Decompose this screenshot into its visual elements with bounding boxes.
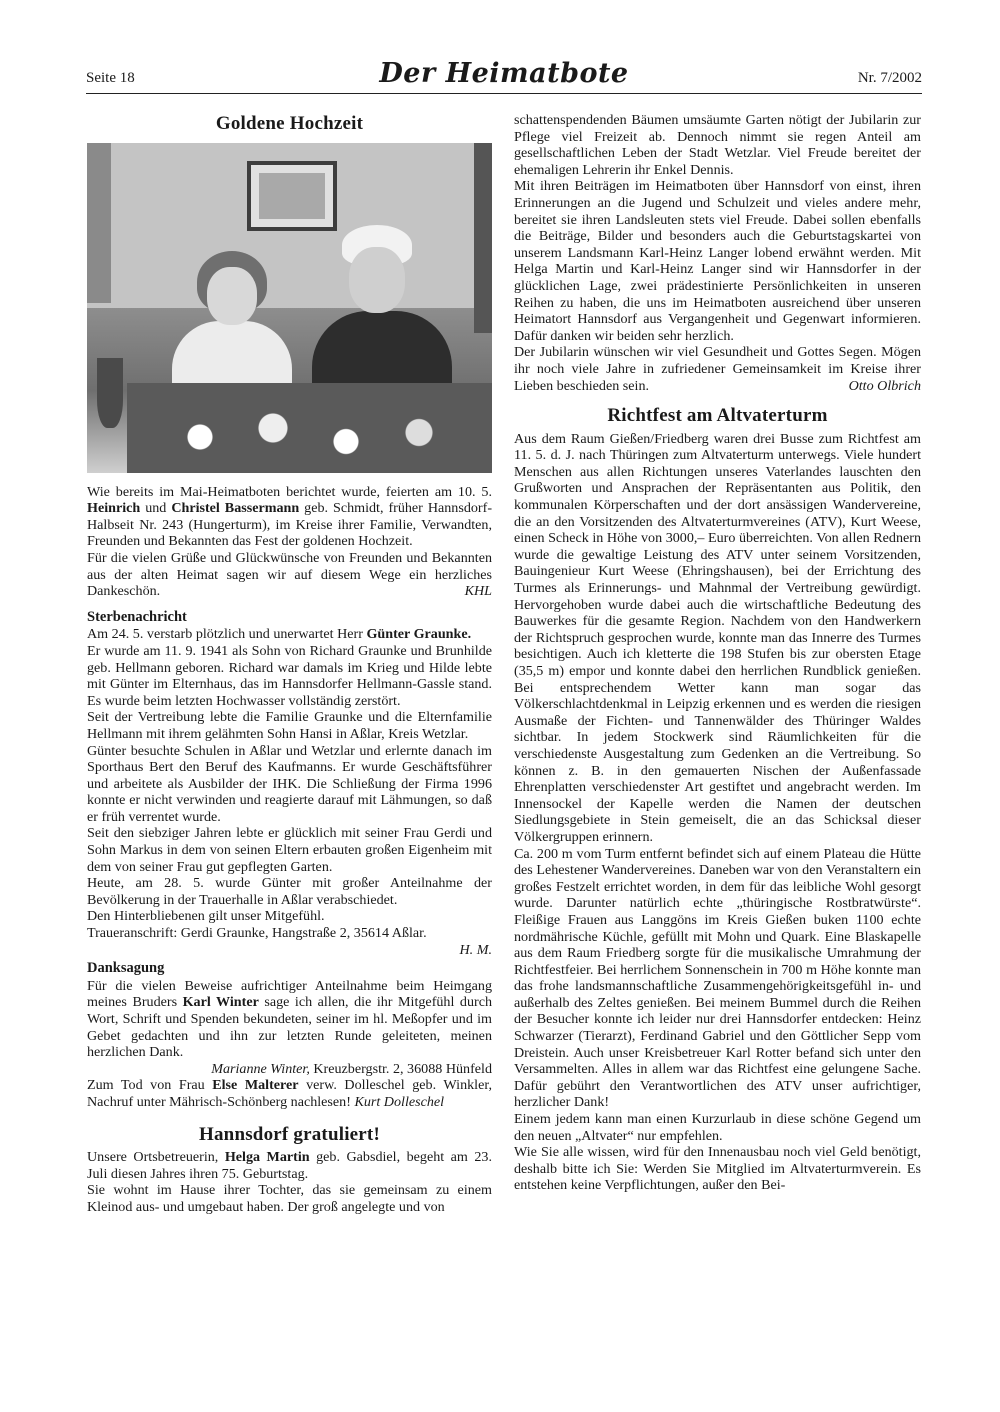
paragraph: Zum Tod von Frau Else Malterer verw. Dolleschel geb. Winkler, Nachruf unter Mährisch-Schönberg nachlesen! Kurt Dolleschel [87,1077,492,1110]
article-title-sterbenachricht: Sterbenachricht [87,608,187,625]
paragraph: Sie wohnt im Hause ihrer Tochter, das sie gemeinsam zu einem Kleinod aus- und umgebaut haben. Der groß angelegte und von [87,1182,492,1215]
paragraph: Wie Sie alle wissen, wird für den Innenausbau noch viel Geld benötigt, deshalb bitte ich Sie: Werden Sie Mitglied im Altvaterturmverein. Es entstehen keine Verpflichtungen, außer den Bei- [514,1144,921,1194]
paragraph: Am 24. 5. verstarb plötzlich und unerwartet Herr Günter Graunke. [87,626,472,643]
right-column [514,112,921,1194]
page-number: Seite 18 [86,70,135,86]
paragraph: Heute, am 28. 5. wurde Günter mit großer Anteilnahme der Bevölkerung in der Trauerhalle in Aßlar verabschiedet. [87,875,492,908]
couple-photo [87,143,492,473]
article-title-goldene-hochzeit: Goldene Hochzeit [215,113,364,134]
paragraph: schattenspendenden Bäumen umsäumte Garten nötigt der Jubilarin zur Pflege viel Freizeit ab. Dennoch nimmt sie regen Anteil am gesellschaftlichen Leben der Stadt Wetzlar. Viel Freude bereitet der ehemaligen Lehrerin ihr Enkel Dennis. [514,112,921,178]
newspaper-logo: Der Heimatbote [379,58,629,89]
paragraph: Für die vielen Grüße und Glückwünsche von Freunden und Bekannten aus der alten Heimat sagen wir auf diesem Wege ein herzliches Dankeschön. KHL [87,549,492,600]
author: H. M. [459,941,492,958]
paragraph: Wie bereits im Mai-Heimatboten berichtet wurde, feierten am 10. 5. Heinrich und Christel Bassermann geb. Schmidt, früher Hannsdorf-Halbseit Nr. 243 (Hungerturm), im Kreise ihrer Familie, Verwandten, Freunden und Bekannten das Fest der goldenen Hochzeit. [87,483,493,550]
paragraph: Einem jedem kann man einen Kurzurlaub in diese schöne Gegend um den neuen „Altvater“ nur empfehlen. [514,1111,921,1144]
paragraph: Günter besuchte Schulen in Aßlar und Wetzlar und erlernte danach im Sporthaus Bert den Beruf des Kaufmanns. Er wurde Geschäftsführer und arbeitete als Ausbilder der IHK. Die Schließung der Firma 1996 konnte er nicht verwinden und reagierte darauf mit Lähmungen, so daß er früh verrentet wurde. [87,742,492,825]
paragraph: Ca. 200 m vom Turm entfernt befindet sich auf einem Plateau die Hütte des Lehestener Wandervereines. Daneben war von den Veranstaltern ein großes Festzelt errichtet worden, in dem für das leibliche Wohl gesorgt wurde. Darunter natürlich echte „thüringische Rostbratwürste“. Fleißige Frauen aus Langgöns im Kreis Gießen buken 1100 echte nordmährische Küchle, gefüllt mit Mohn und Quark. Eine Blaskapelle aus dem Raum Friedberg sorgte für die musikalische Umrahmung der Richtfestfeier. Bei herrlichem Sonnenschein in 700 m Höhe konnte man das frohe landsmannschaftliche Zusammengehörigkeitsgefühl in- und außerhalb des Zeltes genießen. Bei meinem Bummel durch die Reihen der Besucher konnte ich leider nur drei Hannsdorfer entdecken: Heinz Schwarzer (Tierarzt), Ferdinand Gabriel und den Göttlicher Sepp vom Dreistein. Auch unser Kreisbetreuer Karl Rotter befand sich unter den Versammelten. Alles in allem war das Richtfest eine gelungene Sache. Dafür gebührt den Verantwortlichen des ATV unser aufrichtiger, herzlicher Dank! [514,845,921,1111]
paragraph: Seit den siebziger Jahren lebte er glücklich mit seiner Frau Gerdi und Sohn Markus in dem von seinen Eltern erbauten großen Eigenheim mit dem von seiner Frau gut gepflegten Garten. [87,825,492,875]
signature: Marianne Winter, Kreuzbergstr. 2, 36088 Hünfeld [211,1060,492,1077]
author: Otto Olbrich [848,377,921,394]
page-header [86,58,922,94]
paragraph: Seit der Vertreibung lebte die Familie Graunke und die Elternfamilie Hellmann mit ihrem gelähmten Sohn Hansi in Aßlar, Kreis Wetzlar. [87,709,492,742]
issue-number: Nr. 7/2002 [857,70,922,86]
header-rule [86,93,922,94]
paragraph: Traueranschrift: Gerdi Graunke, Hangstraße 2, 35614 Aßlar. [87,925,427,942]
article-title-richtfest: Richtfest am Altvaterturm [607,405,828,427]
article-title-hannsdorf-gratuliert: Hannsdorf gratuliert! [199,1123,380,1145]
paragraph: Mit ihren Beiträgen im Heimatboten über Hannsdorf von einst, ihren Erinnerungen an die Jugend und Schulzeit und vieles andere mehr, bereitet sie ihren Landsleuten stets viel Freude. Dabei sollen ebenfalls die Beiträge, Bilder und besonders auch die Geburtstagskartei von unserem Landsmann Karl-Heinz Langer lobend erwähnt werden. Mit Helga Martin und Karl-Heinz Langer sind wir Hannsdorfer in der glücklichen Lage, zwei prädestinierte Persönlichkeiten in unseren Reihen zu haben, die uns im Heimatboten ausreichend über unseren Heimatort Hannsdorf aus Vergangenheit und Gegenwart informieren. Dafür danken wir beiden sehr herzlich. [514,178,921,344]
paragraph: Aus dem Raum Gießen/Friedberg waren drei Busse zum Richtfest am 11. 5. d. J. nach Thüringen zum Altvaterturm unterwegs. Viele hundert Menschen aus allen Richtungen unseres Vaterlandes lauschten den Grußworten und Ansprachen der Repräsentanten aus Politik, den kommunalen Körperschaften und der dort ansässigen Wandervereine, die an den Vorsitzenden des Altvaterturmvereines (ATV), Kurt Weese, einen Scheck in Höhe von 3000,– Euro überreichten. Von allen Rednern wurde die gewaltige Leistung des ATV unter seinem Vorsitzenden, Bauingenieur Kurt Weese (Ehringshausen), bei der Errichtung des Turmes als Erinnerungs- und Mahnmal der Vertreibung gewürdigt. Hervorgehoben wurde dabei auch die wirtschaftliche Bedeutung des Bauwerkes für die gesamte Region. Nachdem von den Handwerkern der Richtspruch gesprochen wurde, konnte man das Innerre des Turmes besichtigen. Auch ich kletterte die 198 Stufen bis zur obersten Etage (35,5 m) empor und konnte dabei den herrlichen Rundblick genießen. Bei entsprechendem Wetter kann man sogar das Völkerschlachtdenkmal in Leipzig erkennen und es werden die riesigen Ausmaße der Fichten- und Tannenwälder des Thüringer Waldes sichtbar. In jedem Stockwerk sind Räumlichkeiten für die verschiedenste Ausgestaltung zum Gedenken an die Vertreibung. So können z. B. in den gemauerten Nischen der Außenfassade Ehrenplatten verschiedenster Art gestiftet und angebracht werden. Im Innensockel der Kapelle werden die Namen der deutschen Siedlungsgebiete in Stein gemeiselt, die an das Schicksal dieser Völkergruppen erinnern. [514,430,921,845]
paragraph: Er wurde am 11. 9. 1941 als Sohn von Richard Graunke und Brunhilde geb. Hellmann geboren. Richard war damals im Krieg und Hilde lebte mit Günter im Elternhaus, das im Hannsdorfer Hellmann-Gassle stand. Es wurde beim letzten Hochwasser vollständig zerstört. [87,642,492,709]
author: KHL [464,583,492,600]
paragraph: Unsere Ortsbetreuerin, Helga Martin geb. Gabsdiel, begeht am 23. Juli diesen Jahres ihren 75. Geburtstag. [87,1149,492,1182]
paragraph: Für die vielen Beweise aufrichtiger Anteilnahme beim Heimgang meines Bruders Karl Winter sage ich allen, die ihr Mitgefühl durch Wort, Schrift und Spenden bekundeten, seiner im hl. Meßopfer und im Gebet gedachten und ihn zur letzten Runde geleiteten, meinen herzlichen Dank. [87,977,493,1061]
author: Kurt Dolleschel [354,1093,445,1110]
left-column [87,112,492,1216]
article-title-danksagung: Danksagung [87,960,165,977]
paragraph: Der Jubilarin wünschen wir viel Gesundheit und Gottes Segen. Mögen ihr noch viele Jahre in zufriedener Gemeinsamkeit im Kreise ihrer Lieben beschieden sein. Otto Olbrich [514,344,921,394]
paragraph: Den Hinterbliebenen gilt unser Mitgefühl. [87,908,325,925]
